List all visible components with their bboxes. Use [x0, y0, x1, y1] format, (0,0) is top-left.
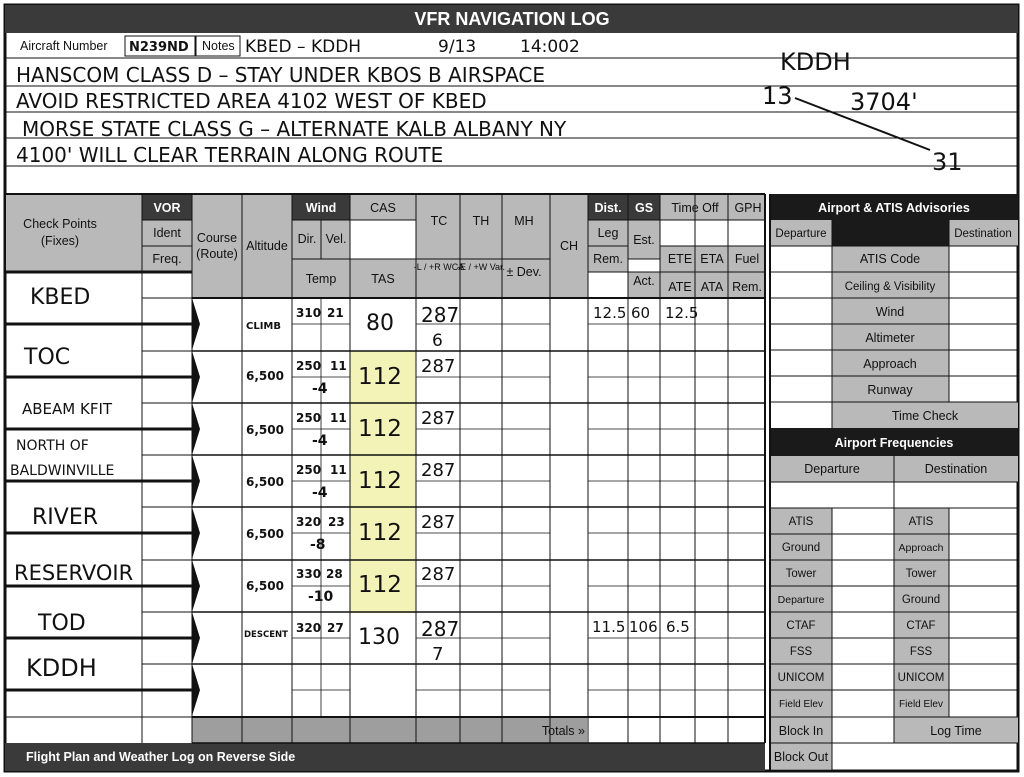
col-vel: Vel. [325, 232, 347, 246]
col-vor: VOR [153, 201, 181, 215]
note-line-1: HANSCOM CLASS D – STAY UNDER KBOS B AIRSPACE [16, 63, 546, 87]
toc-wca: 6 [432, 331, 443, 351]
sketch-airport: KDDH [780, 48, 851, 76]
dep-tower: Tower [785, 568, 817, 580]
row5-temp: -8 [310, 537, 326, 553]
sketch-length: 3704' [850, 88, 918, 116]
col-gs: GS [634, 201, 654, 215]
dest-ground: Ground [901, 594, 941, 606]
toc-wind-dir: 310 [296, 306, 322, 320]
checkpoint-abeam-kfit: ABEAM KFIT [22, 400, 113, 418]
notes-date: 9/13 [438, 37, 477, 57]
col-ata: ATA [700, 280, 724, 294]
atis-code: ATIS Code [859, 252, 921, 266]
col-fuel-rem: Rem. [732, 280, 762, 294]
checkpoint-kddh: KDDH [26, 654, 97, 682]
toc-ete: 12.5 [665, 304, 699, 322]
row6-wind-dir: 330 [296, 567, 322, 581]
note-line-4: 4100' WILL CLEAR TERRAIN ALONG ROUTE [16, 143, 444, 167]
row6-tc: 287 [421, 564, 456, 585]
frequencies-title: Airport Frequencies [834, 436, 954, 450]
col-course: Course [196, 231, 238, 245]
row3-wind-vel: 11 [330, 411, 347, 425]
col-act: Act. [633, 274, 655, 288]
freq-departure: Departure [804, 462, 860, 476]
col-fixes: (Fixes) [40, 234, 80, 248]
row4-wind-dir: 250 [296, 463, 322, 477]
kddh-wind-vel: 27 [327, 621, 344, 635]
row2-tas: 112 [358, 364, 402, 390]
col-temp: Temp [305, 272, 337, 286]
note-line-3: MORSE STATE CLASS G – ALTERNATE KALB ALBANY NY [22, 117, 567, 141]
row5-wind-vel: 23 [328, 515, 345, 529]
row4-tas: 112 [358, 468, 402, 494]
col-ident: Ident [153, 226, 181, 240]
totals-band [192, 717, 587, 743]
row2-altitude: 6,500 [246, 369, 284, 383]
row5-tas: 112 [358, 520, 402, 546]
kddh-wind-dir: 320 [296, 621, 322, 635]
col-time-off: Time Off [671, 201, 719, 215]
ceiling-visibility: Ceiling & Visibility [844, 281, 936, 293]
log-time: Log Time [930, 724, 982, 738]
footer-text: Flight Plan and Weather Log on Reverse Side [26, 750, 296, 764]
col-mh: MH [514, 214, 534, 228]
row3-altitude: 6,500 [246, 423, 284, 437]
dep-fss: FSS [789, 646, 813, 658]
checkpoint-baldwinville: BALDWINVILLE [10, 463, 115, 479]
toc-cas: 80 [366, 311, 394, 336]
row6-altitude: 6,500 [246, 579, 284, 593]
checkpoint-reservoir: RESERVOIR [14, 561, 134, 585]
notes-route: KBED – KDDH [245, 37, 362, 57]
col-route: (Route) [196, 247, 238, 261]
kddh-ete: 6.5 [666, 618, 690, 636]
row3-temp: -4 [312, 433, 328, 449]
row2-tc: 287 [421, 356, 456, 377]
row5-altitude: 6,500 [246, 527, 284, 541]
col-dir: Dir. [297, 232, 317, 246]
row5-tc: 287 [421, 512, 456, 533]
checkpoint-north-of: NORTH OF [16, 438, 89, 454]
checkpoint-tod: TOD [38, 611, 86, 636]
row6-wind-vel: 28 [326, 567, 343, 581]
col-ate: ATE [668, 280, 692, 294]
note-line-2: AVOID RESTRICTED AREA 4102 WEST OF KBED [16, 89, 487, 113]
totals-label: Totals » [541, 724, 585, 738]
row3-tc: 287 [421, 408, 456, 429]
sketch-rwy-b: 31 [932, 148, 963, 176]
row4-tc: 287 [421, 460, 456, 481]
notes-label: Notes [202, 39, 235, 53]
row2-temp: -4 [312, 381, 328, 397]
dep-ctaf: CTAF [786, 620, 816, 632]
col-ete: ETE [667, 252, 693, 266]
row6-temp: -10 [308, 589, 334, 605]
col-cas: CAS [370, 201, 396, 215]
row2-wind-dir: 250 [296, 359, 322, 373]
page-title: VFR NAVIGATION LOG [414, 9, 610, 29]
row2-wind-vel: 11 [330, 359, 347, 373]
row3-wind-dir: 250 [296, 411, 322, 425]
row5-wind-dir: 320 [296, 515, 322, 529]
toc-leg: 12.5 [593, 304, 627, 322]
atis-wind: Wind [875, 305, 905, 319]
kddh-gs: 106 [629, 618, 658, 636]
dest-approach: Approach [898, 542, 944, 554]
sketch-rwy-a: 13 [762, 82, 793, 110]
row4-wind-vel: 11 [330, 463, 347, 477]
row4-altitude: 6,500 [246, 475, 284, 489]
atis-runway: Runway [867, 383, 913, 397]
col-dev: ± Dev. [506, 265, 542, 279]
row3-tas: 112 [358, 416, 402, 442]
dep-field-elev: Field Elev [779, 699, 823, 710]
dest-tower: Tower [905, 568, 937, 580]
block-out: Block Out [773, 750, 829, 764]
col-gph: GPH [734, 201, 762, 215]
col-var: -E / +W Var. [456, 262, 506, 272]
col-eta: ETA [700, 252, 724, 266]
col-ch: CH [559, 239, 579, 253]
col-wca: -L / +R WCA [413, 262, 465, 272]
col-tc: TC [430, 214, 448, 228]
aircraft-number-value: N239ND [129, 40, 189, 55]
col-fuel: Fuel [734, 252, 760, 266]
checkpoint-river: RIVER [32, 505, 99, 530]
aircraft-number-label: Aircraft Number [20, 39, 108, 53]
col-tas: TAS [371, 272, 395, 286]
row4-temp: -4 [312, 485, 328, 501]
dest-fss: FSS [909, 646, 933, 658]
dest-unicom: UNICOM [897, 672, 945, 684]
toc-tc: 287 [421, 303, 460, 327]
kddh-altitude: DESCENT [244, 630, 288, 640]
time-check: Time Check [891, 409, 959, 423]
advisories-title: Airport & ATIS Advisories [818, 201, 970, 215]
dest-field-elev: Field Elev [899, 699, 943, 710]
toc-wind-vel: 21 [327, 306, 344, 320]
col-freq: Freq. [152, 252, 182, 266]
atis-approach: Approach [863, 357, 917, 371]
adv-destination: Destination [954, 228, 1012, 240]
col-leg: Leg [597, 226, 619, 240]
dep-departure: Departure [777, 594, 825, 606]
toc-gs: 60 [631, 304, 651, 322]
row6-tas: 112 [358, 572, 402, 598]
col-dist: Dist. [594, 201, 622, 215]
atis-altimeter: Altimeter [865, 331, 915, 345]
adv-departure: Departure [775, 228, 827, 240]
col-altitude: Altitude [246, 239, 288, 253]
col-wind: Wind [305, 201, 337, 215]
col-est: Est. [633, 233, 655, 247]
dest-atis: ATIS [908, 516, 934, 528]
col-checkpoints: Check Points [23, 217, 97, 231]
dep-ground: Ground [781, 542, 821, 554]
col-rem: Rem. [593, 252, 623, 266]
kddh-wca: 7 [432, 644, 444, 665]
notes-time: 14:002 [520, 37, 580, 57]
block-in: Block In [778, 724, 824, 738]
kddh-leg: 11.5 [592, 618, 626, 636]
dest-ctaf: CTAF [906, 620, 936, 632]
kddh-cas: 130 [358, 625, 400, 650]
col-th: TH [472, 214, 490, 228]
freq-destination: Destination [924, 462, 988, 476]
toc-altitude: CLIMB [246, 321, 282, 332]
checkpoint-kbed: KBED [30, 285, 91, 310]
kddh-tc: 287 [421, 617, 460, 641]
dep-atis: ATIS [788, 516, 814, 528]
checkpoint-toc: TOC [24, 345, 71, 370]
dep-unicom: UNICOM [777, 672, 825, 684]
